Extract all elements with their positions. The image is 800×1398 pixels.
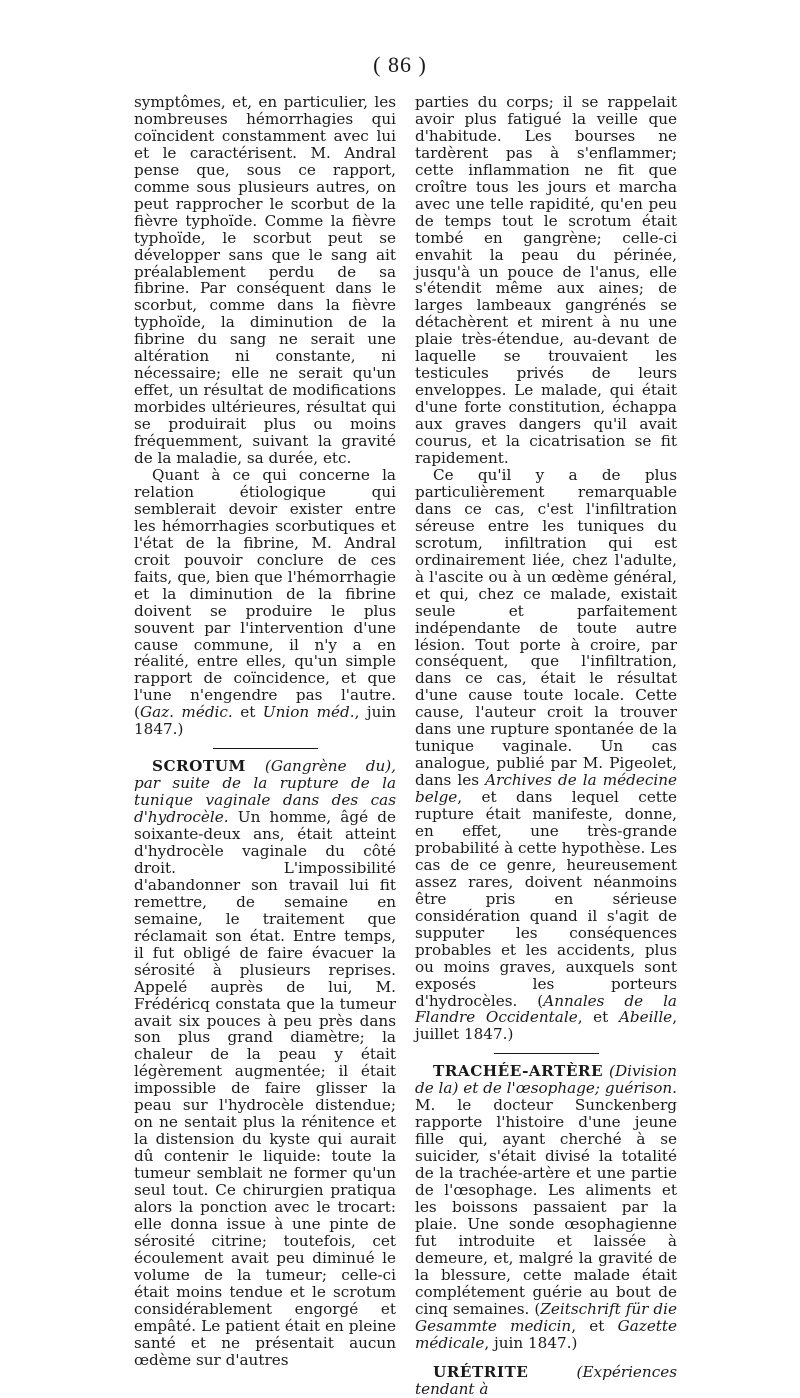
- entry-uretrite: [415, 1364, 677, 1398]
- entry-subtitle: (Division de la) et de l'œsophage; guérison.: [415, 1062, 678, 1098]
- citation-journal: Gaz. médic.: [139, 703, 233, 722]
- entry-title: SCROTUM: [152, 757, 246, 776]
- entry-text: M. le docteur Sunckenberg rapporte l'histoire d'une jeune fille qui, ayant cherché à se suicider, s'était divisé la totalité de la trachée-artère et une partie de l'œsophage. Les aliments et les boissons passaient par la plaie. Une sonde œsophagienne fut introduite et laissée à demeure, et, malgré la gravité de la blessure, cette malade était complétement guérie au bout de cinq semaines. (: [415, 1096, 677, 1318]
- citation-text: , juin 1847.): [484, 1333, 578, 1352]
- citation-journal: Archives de la médecine belge: [415, 771, 677, 807]
- right-column: [415, 94, 677, 1397]
- paragraph-text: , et dans lequel cette rupture était manifeste, donne, en effet, une très-grande probabilité à cette hypothèse. Les cas de ce genre, heureusement assez rares, doivent néanmoins être pris en sérieuse considération quand il s'agit de supputer les conséquences probables et les accidents, plus ou moins graves, auxquels sont exposés les porteurs d'hydrocèles. (: [415, 788, 677, 1010]
- citation-journal: Zeitschrift für die Gesammte medicin: [415, 1299, 677, 1335]
- citation-text: et: [232, 703, 263, 722]
- entry-text: Un homme, âgé de soixante-deux ans, était atteint d'hydrocèle vaginale du côté droit. L'impossibilité d'abandonner son travail lui fit remettre, de semaine en semaine, le traitement que réclamait son état. Entre temps, il fut obligé de faire évacuer la sérosité à plusieurs reprises. Appelé auprès de lui, M. Frédéricq constata que la tumeur avait six pouces à peu près dans son plus grand diamètre; la chaleur de la peau y était légèrement augmentée; il était impossible de faire glisser la peau sur l'hydrocèle distendue; on ne sentait plus la rénitence et la distension du kyste qui aurait dû contenir le liquide: toute la tumeur semblait ne former qu'un seul tout. Ce chirurgien pratiqua alors la ponction avec le trocart: elle donna issue à une pinte de sérosité citrine; toutefois, cet écoulement avait peu diminué le volume de la tumeur; celle-ci était moins tendue et le scrotum considérablement engorgé et empâté. Le patient était en pleine santé et ne présentait aucun œdème sur d'autres: [134, 808, 396, 1369]
- entry-trachee: [415, 1063, 677, 1351]
- citation-text: , et: [571, 1316, 618, 1335]
- entry-subtitle: (Gangrène du), par suite de la rupture de la tunique vaginale dans des cas d'hydrocèle.: [134, 757, 396, 827]
- entry-title: TRACHÉE-ARTÈRE: [433, 1062, 604, 1081]
- section-divider: [213, 748, 318, 749]
- entry-title: URÉTRITE: [433, 1362, 529, 1381]
- citation-open: (: [134, 703, 140, 722]
- paragraph: [134, 467, 396, 738]
- paragraph: symptômes, et, en particulier, les nombreuses hémorrhagies qui coïncident constamment avec lui et le caractérisent. M. Andral pense que, sous ce rapport, comme sous plusieurs autres, on peut rapprocher le scorbut de la fièvre typhoïde. Comme la fièvre typhoïde, le scorbut peut se développer sans que le sang ait préalablement perdu de sa fibrine. Par conséquent dans le scorbut, comme dans la fièvre typhoïde, la diminution de la fibrine du sang ne serait une altération ni constante, ni nécessaire; elle ne serait qu'un effet, un résultat de modifications morbides ultérieures, résultat qui se produirait plus ou moins fréquemment, suivant la gravité de la maladie, sa durée, etc.: [134, 93, 396, 468]
- paragraph: parties du corps; il se rappelait avoir plus fatigué la veille que d'habitude. Les bourses ne tardèrent pas à s'enflammer; cette inflammation ne fit que croître tous les jours et marcha avec une telle rapidité, qu'en peu de temps tout le scrotum était tombé en gangrène; celle-ci envahit la peau du périnée, jusqu'à un pouce de l'anus, elle s'étendit même aux aines; de larges lambeaux gangrénés se détachèrent et mirent à nu une plaie très-étendue, au-devant de laquelle se trouvaient les testicules privés de leurs enveloppes. Le malade, qui était d'une forte constitution, échappa aux graves dangers qu'il avait courus, et la cicatrisation se fit rapidement.: [415, 93, 677, 468]
- citation-journal: Gazette médicale: [415, 1316, 677, 1352]
- paragraph: [415, 467, 677, 1043]
- citation-text: , juin 1847.): [134, 703, 396, 739]
- page-number: ( 86 ): [373, 52, 427, 77]
- citation-journal: Annales de la Flandre Occidentale: [415, 991, 677, 1027]
- entry-scrotum: [134, 758, 396, 1368]
- citation-journal: Abeille: [618, 1008, 673, 1027]
- left-column: [134, 94, 396, 1369]
- entry-subtitle: (Expériences tendant à: [415, 1362, 677, 1398]
- citation-journal: Union méd.: [262, 703, 355, 722]
- citation-text: , et: [577, 1008, 619, 1027]
- paragraph-text: Quant à ce qui concerne la relation étiologique qui semblerait devoir exister entre les hémorrhagies scorbutiques et l'état de la fibrine, M. Andral croit pouvoir conclure de ces faits, que, bien que l'hémorrhagie et la diminution de la fibrine doivent se produire le plus souvent par l'intervention d'une cause commune, il n'y a en réalité, entre elles, qu'un simple rapport de coïncidence, et que l'une n'engendre pas l'autre.: [134, 465, 396, 705]
- paragraph-text: Ce qu'il y a de plus particulièrement remarquable dans ce cas, c'est l'infiltration séreuse entre les tuniques du scrotum, infiltration qui est ordinairement liée, chez l'adulte, à l'ascite ou à un œdème général, et qui, chez ce malade, existait seule et parfaitement indépendante de toute autre lésion. Tout porte à croire, par conséquent, que l'infiltration, dans ce cas, était le résultat d'une cause toute locale. Cette cause, l'auteur croit la trouver dans une rupture spontanée de la tunique vaginale. Un cas analogue, publié par M. Pigeolet, dans les: [415, 465, 677, 790]
- citation-text: , juillet 1847.): [415, 1008, 678, 1044]
- section-divider: [494, 1053, 599, 1054]
